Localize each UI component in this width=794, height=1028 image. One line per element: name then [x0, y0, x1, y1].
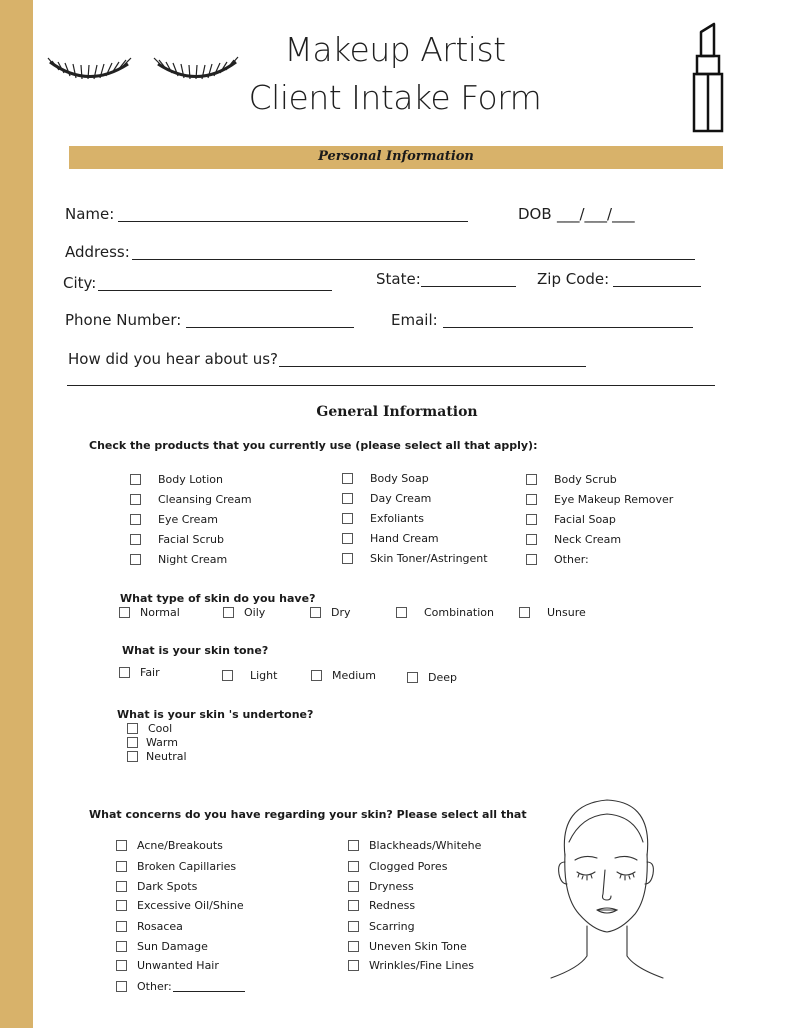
checkbox[interactable]	[127, 751, 138, 762]
checkbox[interactable]	[348, 960, 359, 971]
skin-type-question: What type of skin do you have?	[120, 592, 316, 605]
lipstick-icon	[690, 22, 726, 134]
checkbox[interactable]	[130, 494, 141, 505]
checkbox[interactable]	[116, 861, 127, 872]
skin-tone-option[interactable]: Deep	[407, 671, 457, 684]
product-option[interactable]: Body Lotion	[130, 473, 223, 486]
checkbox[interactable]	[223, 607, 234, 618]
concern-option[interactable]: Clogged Pores	[348, 860, 447, 873]
product-option[interactable]: Skin Toner/Astringent	[342, 552, 488, 565]
checkbox[interactable]	[116, 840, 127, 851]
city-field[interactable]	[98, 290, 332, 291]
concern-option[interactable]: Broken Capillaries	[116, 860, 236, 873]
skin-type-option[interactable]: Combination	[396, 606, 494, 619]
checkbox[interactable]	[130, 474, 141, 485]
concern-option[interactable]: Uneven Skin Tone	[348, 940, 467, 953]
product-option[interactable]: Facial Soap	[526, 513, 616, 526]
eyelash-icon	[46, 52, 132, 94]
product-option[interactable]: Exfoliants	[342, 512, 424, 525]
concern-option[interactable]: Unwanted Hair	[116, 959, 219, 972]
checkbox[interactable]	[342, 493, 353, 504]
undertone-option[interactable]: Warm	[127, 736, 178, 749]
dob-label: DOB	[518, 205, 552, 223]
checkbox[interactable]	[396, 607, 407, 618]
checkbox[interactable]	[119, 607, 130, 618]
form-title-line1: Makeup Artist	[284, 30, 506, 69]
skin-type-option[interactable]: Dry	[310, 606, 351, 619]
face-illustration	[545, 796, 667, 982]
product-option[interactable]: Other:	[526, 553, 589, 566]
product-option[interactable]: Eye Makeup Remover	[526, 493, 673, 506]
skin-tone-option[interactable]: Fair	[119, 666, 160, 679]
checkbox[interactable]	[130, 554, 141, 565]
skin-type-option[interactable]: Oily	[223, 606, 265, 619]
concerns-question: What concerns do you have regarding your skin? Please select all that	[89, 808, 527, 821]
product-option[interactable]: Cleansing Cream	[130, 493, 252, 506]
checkbox[interactable]	[519, 607, 530, 618]
form-title-line2: Client Intake Form	[248, 78, 542, 117]
skin-tone-option[interactable]: Medium	[311, 669, 376, 682]
undertone-question: What is your skin 's undertone?	[117, 708, 314, 721]
product-option[interactable]: Body Soap	[342, 472, 429, 485]
skin-type-option[interactable]: Unsure	[519, 606, 586, 619]
checkbox[interactable]	[526, 554, 537, 565]
checkbox[interactable]	[311, 670, 322, 681]
checkbox[interactable]	[116, 960, 127, 971]
checkbox[interactable]	[348, 900, 359, 911]
state-field[interactable]	[421, 286, 516, 287]
referral-label: How did you hear about us?	[68, 350, 278, 368]
undertone-option[interactable]: Cool	[127, 722, 172, 735]
checkbox[interactable]	[116, 941, 127, 952]
concern-option[interactable]: Wrinkles/Fine Lines	[348, 959, 474, 972]
checkbox[interactable]	[342, 533, 353, 544]
skin-tone-question: What is your skin tone?	[122, 644, 269, 657]
checkbox[interactable]	[130, 514, 141, 525]
checkbox[interactable]	[127, 737, 138, 748]
concern-option[interactable]: Scarring	[348, 920, 415, 933]
checkbox[interactable]	[342, 473, 353, 484]
checkbox[interactable]	[526, 494, 537, 505]
undertone-option[interactable]: Neutral	[127, 750, 187, 763]
checkbox[interactable]	[348, 861, 359, 872]
city-label: City:	[63, 274, 97, 292]
checkbox[interactable]	[348, 941, 359, 952]
personal-info-banner	[69, 146, 723, 169]
checkbox[interactable]	[526, 534, 537, 545]
checkbox[interactable]	[348, 921, 359, 932]
name-field[interactable]	[118, 221, 468, 222]
checkbox[interactable]	[116, 921, 127, 932]
address-field[interactable]	[132, 259, 695, 260]
eyelash-icon	[154, 52, 240, 94]
product-option[interactable]: Facial Scrub	[130, 533, 224, 546]
email-field[interactable]	[443, 327, 693, 328]
checkbox[interactable]	[342, 513, 353, 524]
product-option[interactable]: Neck Cream	[526, 533, 621, 546]
skin-type-option[interactable]: Normal	[119, 606, 180, 619]
gold-side-bar	[0, 0, 33, 1028]
products-question: Check the products that you currently use (please select all that apply):	[89, 439, 538, 452]
concern-option[interactable]: Dark Spots	[116, 880, 197, 893]
concern-option[interactable]: Acne/Breakouts	[116, 839, 223, 852]
checkbox[interactable]	[222, 670, 233, 681]
checkbox[interactable]	[348, 881, 359, 892]
checkbox[interactable]	[127, 723, 138, 734]
checkbox[interactable]	[342, 553, 353, 564]
state-label: State:	[376, 270, 421, 288]
checkbox[interactable]	[407, 672, 418, 683]
referral-field[interactable]	[279, 366, 586, 367]
phone-field[interactable]	[186, 327, 354, 328]
banner-title: Personal Information	[318, 149, 474, 164]
product-option[interactable]: Body Scrub	[526, 473, 617, 486]
concern-option[interactable]: Excessive Oil/Shine	[116, 899, 244, 912]
general-info-heading: General Information	[316, 404, 478, 420]
name-label: Name:	[65, 205, 115, 223]
checkbox[interactable]	[116, 900, 127, 911]
checkbox[interactable]	[119, 667, 130, 678]
phone-label: Phone Number:	[65, 311, 182, 329]
concern-option[interactable]: Rosacea	[116, 920, 183, 933]
concern-option[interactable]: Sun Damage	[116, 940, 208, 953]
checkbox[interactable]	[348, 840, 359, 851]
concern-option-other[interactable]: Other:	[116, 980, 172, 993]
email-label: Email:	[391, 311, 438, 329]
referral-field-line2[interactable]	[67, 385, 715, 386]
product-option[interactable]: Hand Cream	[342, 532, 439, 545]
skin-tone-option[interactable]: Light	[222, 669, 277, 682]
address-label: Address:	[65, 243, 130, 261]
checkbox[interactable]	[310, 607, 321, 618]
checkbox[interactable]	[116, 981, 127, 992]
concern-option[interactable]: Blackheads/Whitehe	[348, 839, 472, 852]
concern-option[interactable]: Redness	[348, 899, 415, 912]
concern-option[interactable]: Dryness	[348, 880, 414, 893]
product-option[interactable]: Night Cream	[130, 553, 227, 566]
zip-field[interactable]	[613, 286, 701, 287]
checkbox[interactable]	[130, 534, 141, 545]
checkbox[interactable]	[526, 474, 537, 485]
concern-other-field[interactable]	[173, 991, 245, 992]
checkbox[interactable]	[526, 514, 537, 525]
zip-label: Zip Code:	[537, 270, 610, 288]
product-option[interactable]: Eye Cream	[130, 513, 218, 526]
product-option[interactable]: Day Cream	[342, 492, 431, 505]
checkbox[interactable]	[116, 881, 127, 892]
dob-field[interactable]: ___/___/___	[557, 205, 635, 223]
